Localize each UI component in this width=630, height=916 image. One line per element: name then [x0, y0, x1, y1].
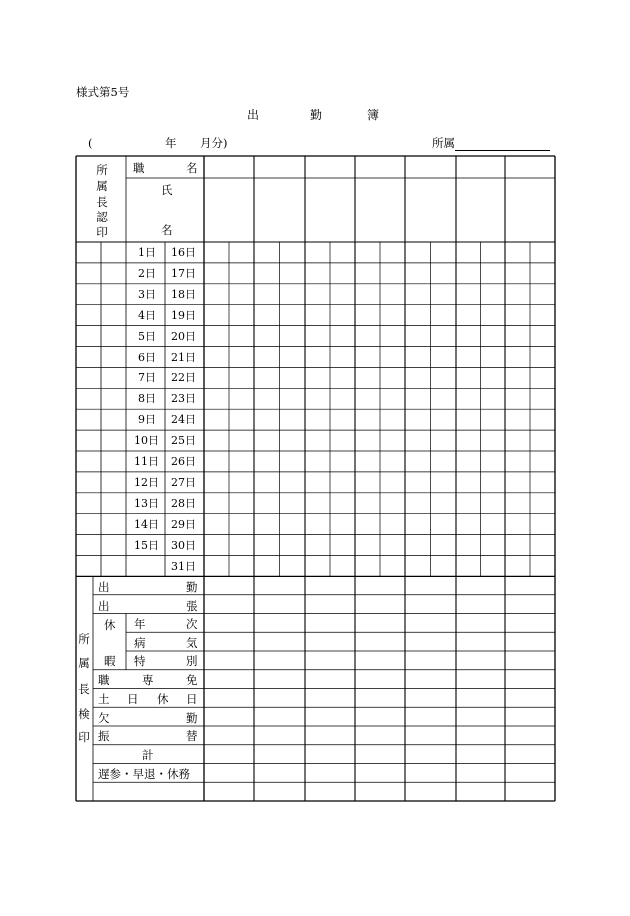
row-weekend-char-2: 日	[127, 692, 139, 706]
approval-char-2: 属	[96, 179, 108, 193]
inspection-char-3: 長	[78, 682, 90, 696]
day-label-right: 20日	[171, 329, 196, 343]
day-label-left: 14日	[134, 517, 159, 531]
month-label: 月分)	[200, 136, 228, 150]
day-label-left: 12日	[134, 475, 159, 489]
row-sick-leave-char-1: 病	[134, 636, 146, 650]
row-annual-leave-char-1: 年	[134, 617, 146, 631]
day-label-right: 31日	[171, 559, 196, 573]
year-label: 年	[165, 136, 177, 150]
day-label-right: 29日	[171, 517, 196, 531]
open-paren: (	[88, 136, 93, 150]
day-label-right: 30日	[171, 538, 196, 552]
row-business-trip-char-2: 張	[186, 599, 198, 613]
day-label-left: 1日	[138, 246, 156, 259]
day-label-right: 23日	[171, 392, 196, 406]
day-label-left: 11日	[134, 455, 159, 468]
row-substitute-char-1: 振	[98, 729, 110, 743]
position-label-char-2: 名	[186, 161, 198, 175]
row-special-leave-char-1: 特	[134, 654, 146, 668]
row-weekend-char-3: 休	[157, 692, 169, 706]
leave-group-char-2: 暇	[104, 654, 116, 668]
title-char-2: 勤	[310, 108, 323, 122]
day-label-left: 15日	[134, 538, 159, 552]
approval-char-3: 長	[96, 195, 108, 209]
row-attendance-char-1: 出	[98, 580, 110, 594]
row-absence-char-1: 欠	[98, 711, 110, 725]
row-late-early-leave-label: 遅参・早退・休務	[98, 767, 190, 781]
approval-char-1: 所	[96, 163, 108, 177]
day-label-left: 3日	[138, 287, 156, 301]
day-label-left: 6日	[138, 350, 156, 364]
leave-group-char-1: 休	[104, 618, 116, 632]
row-business-trip-char-1: 出	[98, 599, 110, 613]
day-label-right: 17日	[171, 266, 196, 280]
row-sick-leave-char-2: 気	[186, 636, 198, 650]
day-label-left: 7日	[138, 371, 156, 385]
day-label-right: 18日	[171, 287, 196, 301]
day-label-right: 28日	[171, 496, 196, 510]
affiliation-label: 所属	[432, 136, 455, 150]
day-label-right: 16日	[171, 246, 196, 259]
inspection-char-5: 印	[78, 730, 90, 744]
row-duty-exemption-char-3: 免	[186, 673, 198, 687]
row-total-label: 計	[142, 748, 154, 762]
row-substitute-char-2: 替	[186, 729, 198, 743]
row-weekend-char-1: 土	[98, 692, 110, 706]
day-label-left: 2日	[138, 266, 156, 280]
day-label-left: 8日	[138, 392, 156, 406]
row-special-leave-char-2: 別	[186, 654, 198, 668]
day-label-right: 27日	[171, 475, 196, 489]
day-label-left: 9日	[138, 413, 156, 427]
inspection-char-2: 属	[78, 656, 90, 670]
row-absence-char-2: 勤	[186, 711, 198, 725]
title-char-3: 簿	[367, 108, 380, 122]
row-weekend-char-4: 日	[186, 692, 198, 706]
day-label-right: 21日	[171, 350, 196, 364]
name-label-char-2: 名	[161, 223, 173, 237]
approval-char-4: 認	[96, 210, 108, 224]
row-attendance-char-2: 勤	[186, 580, 198, 594]
approval-char-5: 印	[96, 225, 108, 239]
day-label-right: 26日	[171, 455, 196, 468]
inspection-char-1: 所	[78, 632, 90, 646]
row-duty-exemption-char-1: 職	[98, 673, 110, 687]
day-label-right: 25日	[171, 434, 196, 448]
title-char-1: 出	[247, 108, 260, 122]
row-duty-exemption-char-2: 専	[142, 673, 154, 687]
form-number: 様式第5号	[76, 85, 130, 99]
day-label-right: 24日	[171, 413, 196, 427]
position-label-char-1: 職	[133, 161, 145, 175]
day-label-left: 10日	[134, 434, 159, 448]
inspection-char-4: 検	[78, 707, 90, 721]
day-label-left: 4日	[138, 308, 156, 322]
day-label-left: 5日	[138, 329, 156, 343]
day-label-left: 13日	[134, 496, 159, 510]
row-annual-leave-char-2: 次	[186, 617, 198, 631]
name-label-char-1: 氏	[161, 183, 173, 197]
day-label-right: 19日	[171, 308, 196, 322]
day-label-right: 22日	[171, 371, 196, 385]
